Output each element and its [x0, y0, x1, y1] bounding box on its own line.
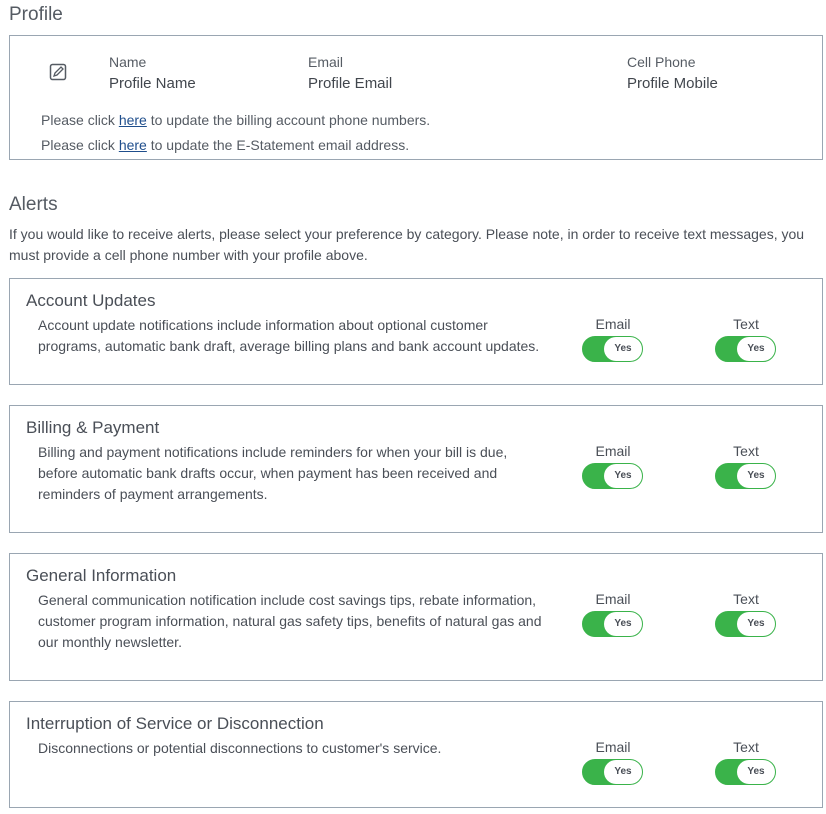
- card-description: Disconnections or potential disconnections to customer's service.: [38, 740, 442, 756]
- alert-card-general-information: [9, 553, 823, 681]
- profile-email-field: [308, 54, 392, 92]
- note2-suffix: to update the E-Statement email address.: [146, 137, 410, 153]
- email-col-label: Email: [595, 316, 631, 332]
- email-column: [582, 316, 644, 362]
- text-toggle[interactable]: [715, 336, 776, 362]
- profile-name-field: [109, 54, 196, 92]
- billing-phone-note: [41, 112, 430, 128]
- card-description: Account update notifications include information about optional customer programs, automatic bank draft, average billing plans and bank account updates.: [38, 317, 540, 354]
- alerts-intro: If you would like to receive alerts, please select your preference by category. Please note, in order to receive text messages, you must provide a cell phone number with your profile above.: [9, 226, 805, 263]
- alert-card-account-updates: [9, 278, 823, 385]
- email-toggle[interactable]: [582, 759, 643, 785]
- email-toggle[interactable]: [582, 336, 643, 362]
- toggle-knob: Yes: [604, 337, 642, 361]
- email-toggle[interactable]: [582, 611, 643, 637]
- card-title: Interruption of Service or Disconnection: [26, 714, 324, 733]
- email-value: Profile Email: [308, 75, 393, 92]
- estatement-here-link[interactable]: here: [118, 137, 147, 153]
- alert-card-billing-payment: [9, 405, 823, 533]
- email-col-label: Email: [595, 443, 631, 459]
- text-toggle[interactable]: [715, 463, 776, 489]
- text-toggle[interactable]: [715, 759, 776, 785]
- text-col-label: Text: [733, 316, 759, 332]
- note2-prefix: Please click: [41, 137, 119, 153]
- note1-prefix: Please click: [41, 112, 119, 128]
- toggle-knob: Yes: [604, 612, 642, 636]
- name-value: Profile Name: [109, 75, 196, 92]
- edit-icon[interactable]: [48, 62, 68, 82]
- text-column: [715, 443, 777, 489]
- email-column: [582, 591, 644, 637]
- estatement-email-note: [41, 137, 409, 153]
- text-column: [715, 591, 777, 637]
- card-description: Billing and payment notifications include reminders for when your bill is due, before automatic bank drafts occur, when payment has been received and reminders of payment arrangements.: [38, 444, 508, 502]
- profile-heading: Profile: [9, 4, 63, 25]
- email-toggle[interactable]: [582, 463, 643, 489]
- alerts-heading: Alerts: [9, 194, 58, 215]
- card-title: General Information: [26, 566, 177, 585]
- billing-phone-here-link[interactable]: here: [118, 112, 147, 128]
- toggle-knob: Yes: [604, 760, 642, 784]
- toggle-knob: Yes: [737, 612, 775, 636]
- text-col-label: Text: [733, 591, 759, 607]
- card-title: Account Updates: [26, 291, 156, 310]
- text-column: [715, 739, 777, 785]
- email-column: [582, 443, 644, 489]
- text-col-label: Text: [733, 443, 759, 459]
- text-col-label: Text: [733, 739, 759, 755]
- email-col-label: Email: [595, 739, 631, 755]
- card-title: Billing & Payment: [26, 418, 160, 437]
- text-toggle[interactable]: [715, 611, 776, 637]
- name-label: Name: [109, 54, 147, 70]
- note1-suffix: to update the billing account phone numbers.: [146, 112, 431, 128]
- email-column: [582, 739, 644, 785]
- toggle-knob: Yes: [737, 337, 775, 361]
- email-label: Email: [308, 54, 344, 70]
- phone-value: Profile Mobile: [627, 75, 718, 92]
- toggle-knob: Yes: [604, 464, 642, 488]
- toggle-knob: Yes: [737, 760, 775, 784]
- profile-panel: [9, 35, 823, 160]
- alert-card-interruption-of-service: [9, 701, 823, 808]
- card-description: General communication notification include cost savings tips, rebate information, customer program information, natural gas safety tips, benefits of natural gas and our monthly newsletter.: [38, 592, 542, 650]
- toggle-knob: Yes: [737, 464, 775, 488]
- text-column: [715, 316, 777, 362]
- profile-phone-field: [627, 54, 718, 92]
- email-col-label: Email: [595, 591, 631, 607]
- phone-label: Cell Phone: [627, 54, 696, 70]
